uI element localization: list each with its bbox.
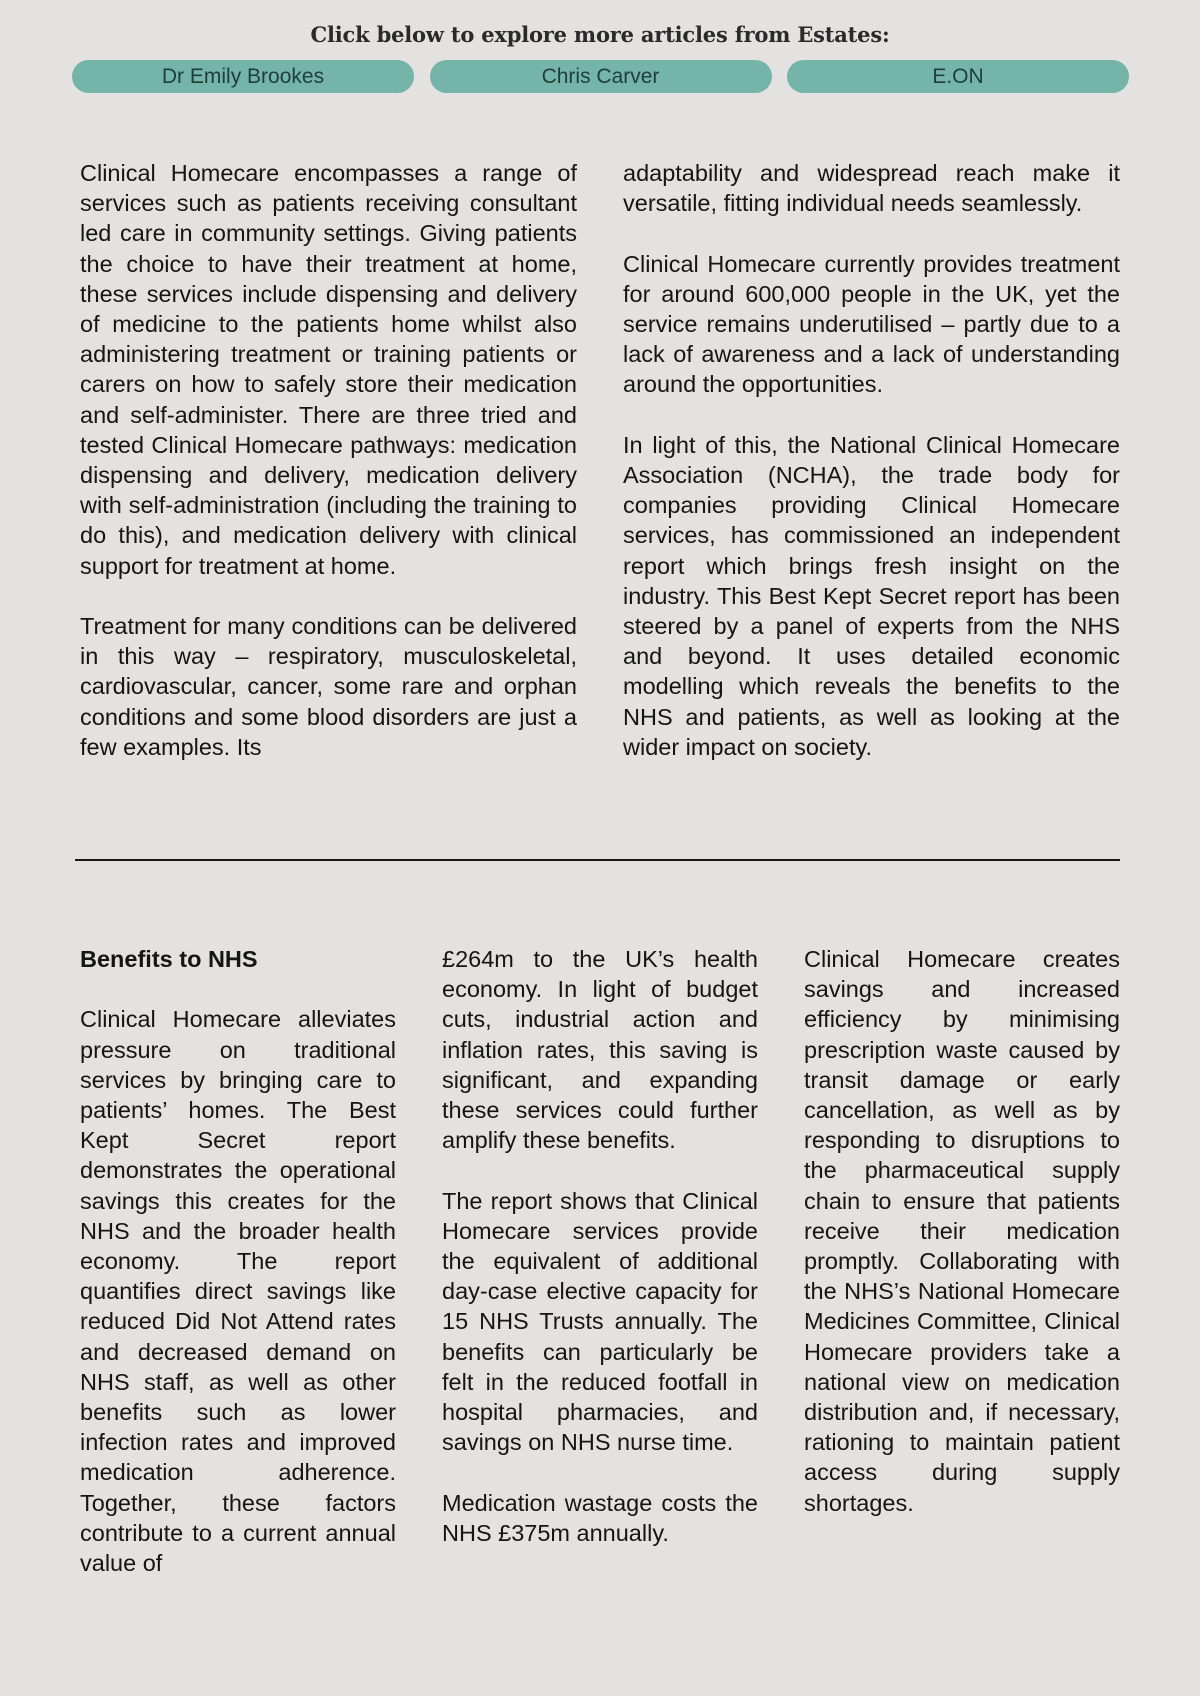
paragraph-health-economy-saving: £264m to the UK’s health economy. In light of budget cuts, industrial action and inflation rates, this saving is significant, and expanding these services could further amplify these benefits. (442, 946, 758, 1154)
article-bottom-column-3 (804, 944, 1120, 1518)
article-top-right-column (623, 158, 1120, 762)
section-divider (75, 859, 1120, 861)
paragraph-homecare-overview: Clinical Homecare encompasses a range of services such as patients receiving consultant led care in community settings. Giving patients the choice to have their treatment at home, these services include dispensing and delivery of medicine to the patients home whilst also administering treatment or training patients or carers on how to safely store their medication and self-administer. There are three tried and tested Clinical Homecare pathways: medication dispensing and delivery, medication delivery with self-administration (including the training to do this), and medication delivery with clinical support for treatment at home. (80, 160, 577, 579)
paragraph-efficiency-savings: Clinical Homecare creates savings and increased efficiency by minimising prescription waste caused by transit damage or early cancellation, as well as by responding to disruptions to the pharmaceutical supply chain to ensure that patients receive their medication promptly. Collaborating with the NHS’s National Homecare Medicines Committee, Clinical Homecare providers take a national view on medication distribution and, if necessary, rationing to maintain patient access during supply shortages. (804, 946, 1120, 1516)
explore-articles-heading: Click below to explore more articles from Estates: (310, 22, 890, 47)
paragraph-alleviates-pressure: Clinical Homecare alleviates pressure on traditional services by bringing care to patients’ homes. The Best Kept Secret report demonstrates the operational savings this creates for the NHS and the broader health economy. The report quantifies direct savings like reduced Did Not Attend rates and decreased demand on NHS staff, as well as other benefits such as lower infection rates and improved medication adherence. Together, these factors contribute to a current annual value of (80, 1006, 396, 1577)
author-link-chris-carver[interactable]: Chris Carver (430, 60, 772, 93)
paragraph-elective-capacity: The report shows that Clinical Homecare services provide the equivalent of additional day-case elective capacity for 15 NHS Trusts annually. The benefits can particularly be felt in the reduced footfall in hospital pharmacies, and savings on NHS nurse time. (442, 1187, 758, 1456)
article-bottom-column-1 (80, 944, 396, 1578)
paragraph-adaptability: adaptability and widespread reach make it versatile, fitting individual needs seamlessly. (623, 160, 1120, 217)
article-top-left-column (80, 158, 577, 762)
paragraph-wastage-costs: Medication wastage costs the NHS £375m annually. (442, 1489, 758, 1546)
section-heading-benefits: Benefits to NHS (80, 946, 258, 972)
paragraph-conditions: Treatment for many conditions can be delivered in this way – respiratory, musculoskeletal, cardiovascular, cancer, some rare and orphan conditions and some blood disorders are just a few examples. Its (80, 613, 577, 760)
author-link-dr-emily-brookes[interactable]: Dr Emily Brookes (72, 60, 414, 93)
paragraph-ncha-report: In light of this, the National Clinical Homecare Association (NCHA), the trade body for companies providing Clinical Homecare services, has commissioned an independent report which brings fresh insight on the industry. This Best Kept Secret report has been steered by a panel of experts from the NHS and beyond. It uses detailed economic modelling which reveals the benefits to the NHS and patients, as well as looking at the wider impact on society. (623, 431, 1120, 760)
article-bottom-column-2 (442, 944, 758, 1548)
author-links-row (72, 60, 1129, 93)
paragraph-underutilised: Clinical Homecare currently provides treatment for around 600,000 people in the UK, yet the service remains underutilised – partly due to a lack of awareness and a lack of understanding around the opportunities. (623, 250, 1120, 398)
author-link-eon[interactable]: E.ON (787, 60, 1129, 93)
